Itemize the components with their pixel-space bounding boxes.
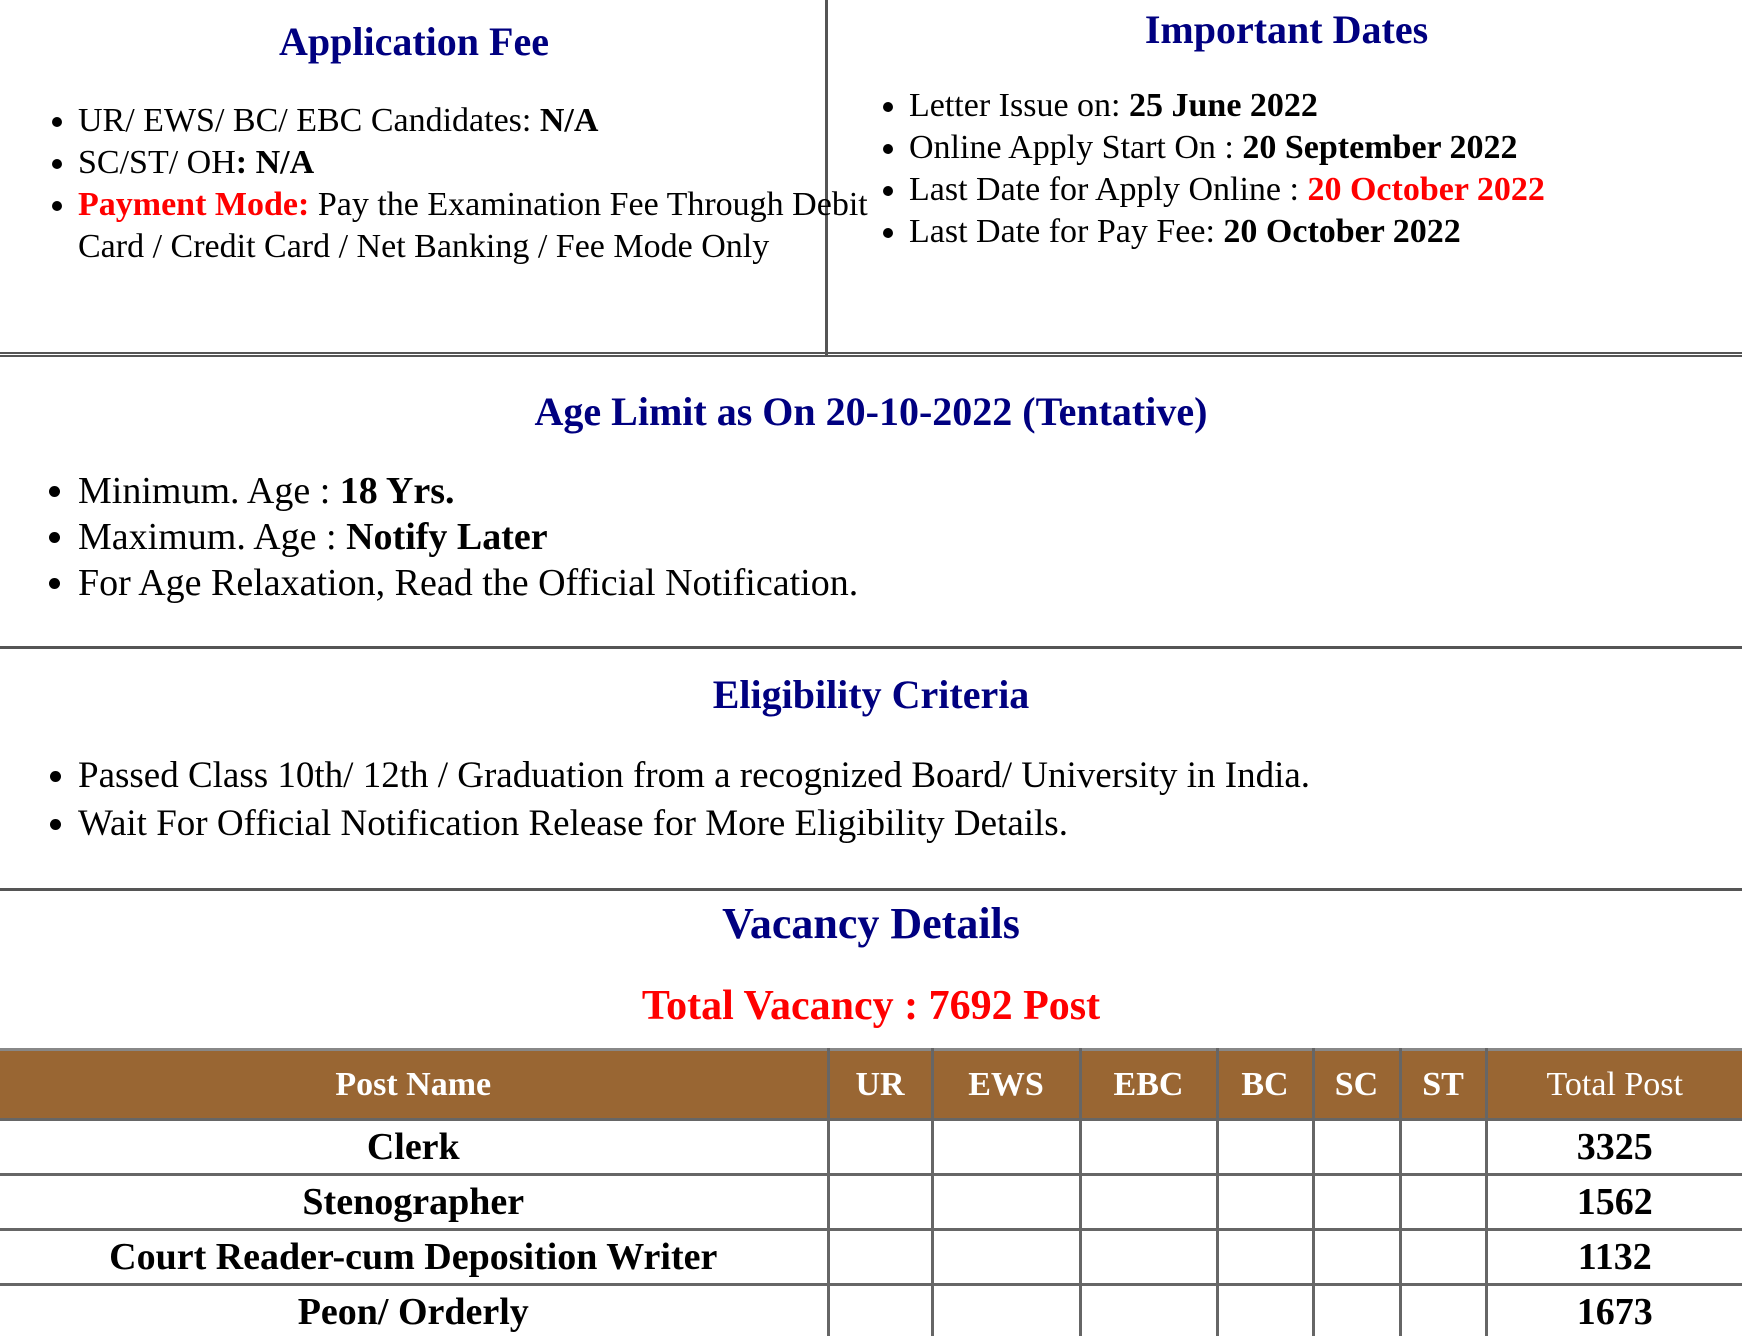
age-label: Minimum. Age :	[78, 470, 340, 512]
list-item	[909, 169, 1742, 211]
important-dates-title: Important Dates	[1144, 7, 1429, 52]
list-item	[909, 211, 1742, 253]
total-post-cell: 1673	[1486, 1285, 1742, 1336]
eligibility-title: Eligibility Criteria	[712, 672, 1030, 717]
empty-cell	[1080, 1285, 1217, 1336]
vacancy-title: Vacancy Details	[722, 899, 1020, 948]
date-label: Last Date for Apply Online :	[909, 171, 1308, 208]
header-total-post: Total Post	[1486, 1050, 1742, 1120]
list-item	[78, 100, 906, 142]
empty-cell	[1217, 1120, 1313, 1175]
table-row	[0, 1120, 1742, 1175]
table-row	[0, 1230, 1742, 1285]
header-ews: EWS	[932, 1050, 1080, 1120]
fee-dates-row	[0, 0, 1742, 357]
empty-cell	[828, 1120, 932, 1175]
header-bc: BC	[1217, 1050, 1313, 1120]
empty-cell	[1080, 1120, 1217, 1175]
header-sc: SC	[1313, 1050, 1400, 1120]
age-limit-title: Age Limit as On 20-10-2022 (Tentative)	[534, 389, 1208, 434]
eligibility-section	[0, 649, 1742, 891]
age-limit-list	[0, 468, 858, 606]
empty-cell	[828, 1285, 932, 1336]
total-post-cell: 1562	[1486, 1175, 1742, 1230]
vacancy-table	[0, 1048, 1742, 1336]
total-vacancy: Total Vacancy : 7692 Post	[641, 983, 1101, 1029]
important-dates-section	[831, 0, 1742, 357]
date-label: Last Date for Pay Fee:	[909, 213, 1224, 250]
payment-mode-label: Payment Mode:	[78, 186, 310, 223]
header-post-name: Post Name	[0, 1050, 828, 1120]
empty-cell	[932, 1285, 1080, 1336]
date-value: 25 June 2022	[1129, 87, 1318, 124]
table-row	[0, 1175, 1742, 1230]
empty-cell	[1400, 1120, 1486, 1175]
date-value: 20 October 2022	[1223, 213, 1461, 250]
date-label: Online Apply Start On :	[909, 129, 1243, 166]
post-name-cell: Peon/ Orderly	[0, 1285, 828, 1336]
date-label: Letter Issue on:	[909, 87, 1129, 124]
list-item	[78, 514, 858, 560]
list-item: • Wait For Official Notification Release for More Eligibility Details.	[78, 800, 1310, 848]
empty-cell	[1313, 1120, 1400, 1175]
fee-value: : N/A	[235, 144, 315, 181]
empty-cell	[1080, 1230, 1217, 1285]
empty-cell	[1313, 1175, 1400, 1230]
date-value: 20 September 2022	[1242, 129, 1518, 166]
empty-cell	[1217, 1285, 1313, 1336]
age-label: For Age Relaxation, Read the Official Notification.	[78, 562, 859, 604]
date-value: 20 October 2022	[1307, 171, 1545, 208]
payment-mode-text: Pay the Examination Fee Through Debit Card / Credit Card / Net Banking / Fee Mode Only	[78, 186, 868, 265]
empty-cell	[1400, 1230, 1486, 1285]
empty-cell	[828, 1230, 932, 1285]
list-item: • Passed Class 10th/ 12th / Graduation from a recognized Board/ University in India.	[78, 752, 1310, 800]
fee-label: SC/ST/ OH	[78, 144, 236, 181]
empty-cell	[1080, 1175, 1217, 1230]
post-name-cell: Stenographer	[0, 1175, 828, 1230]
empty-cell	[1217, 1230, 1313, 1285]
age-label: Maximum. Age :	[78, 516, 347, 558]
header-ebc: EBC	[1080, 1050, 1217, 1120]
empty-cell	[932, 1175, 1080, 1230]
important-dates-list	[831, 85, 1742, 253]
header-ur: UR	[828, 1050, 932, 1120]
header-st: ST	[1400, 1050, 1486, 1120]
application-fee-list	[0, 100, 906, 268]
list-item	[909, 127, 1742, 169]
empty-cell	[932, 1230, 1080, 1285]
list-item	[909, 85, 1742, 127]
application-fee-title: Application Fee	[279, 19, 549, 64]
post-name-cell: Court Reader-cum Deposition Writer	[0, 1230, 828, 1285]
application-fee-section	[0, 0, 868, 357]
fee-value: N/A	[539, 102, 599, 139]
total-post-cell: 1132	[1486, 1230, 1742, 1285]
age-value: 18 Yrs.	[339, 470, 455, 512]
age-value: Notify Later	[346, 516, 548, 558]
eligibility-list	[0, 752, 1310, 848]
empty-cell	[828, 1175, 932, 1230]
total-post-cell: 3325	[1486, 1120, 1742, 1175]
empty-cell	[1217, 1175, 1313, 1230]
empty-cell	[1313, 1285, 1400, 1336]
list-item	[78, 184, 906, 268]
empty-cell	[1400, 1285, 1486, 1336]
empty-cell	[932, 1120, 1080, 1175]
list-item	[78, 468, 858, 514]
empty-cell	[1313, 1230, 1400, 1285]
list-item	[78, 142, 906, 184]
table-row	[0, 1285, 1742, 1336]
fee-label: UR/ EWS/ BC/ EBC Candidates:	[78, 102, 540, 139]
empty-cell	[1400, 1175, 1486, 1230]
list-item	[78, 560, 858, 606]
post-name-cell: Clerk	[0, 1120, 828, 1175]
table-header-row	[0, 1050, 1742, 1120]
age-limit-section	[0, 362, 1742, 649]
